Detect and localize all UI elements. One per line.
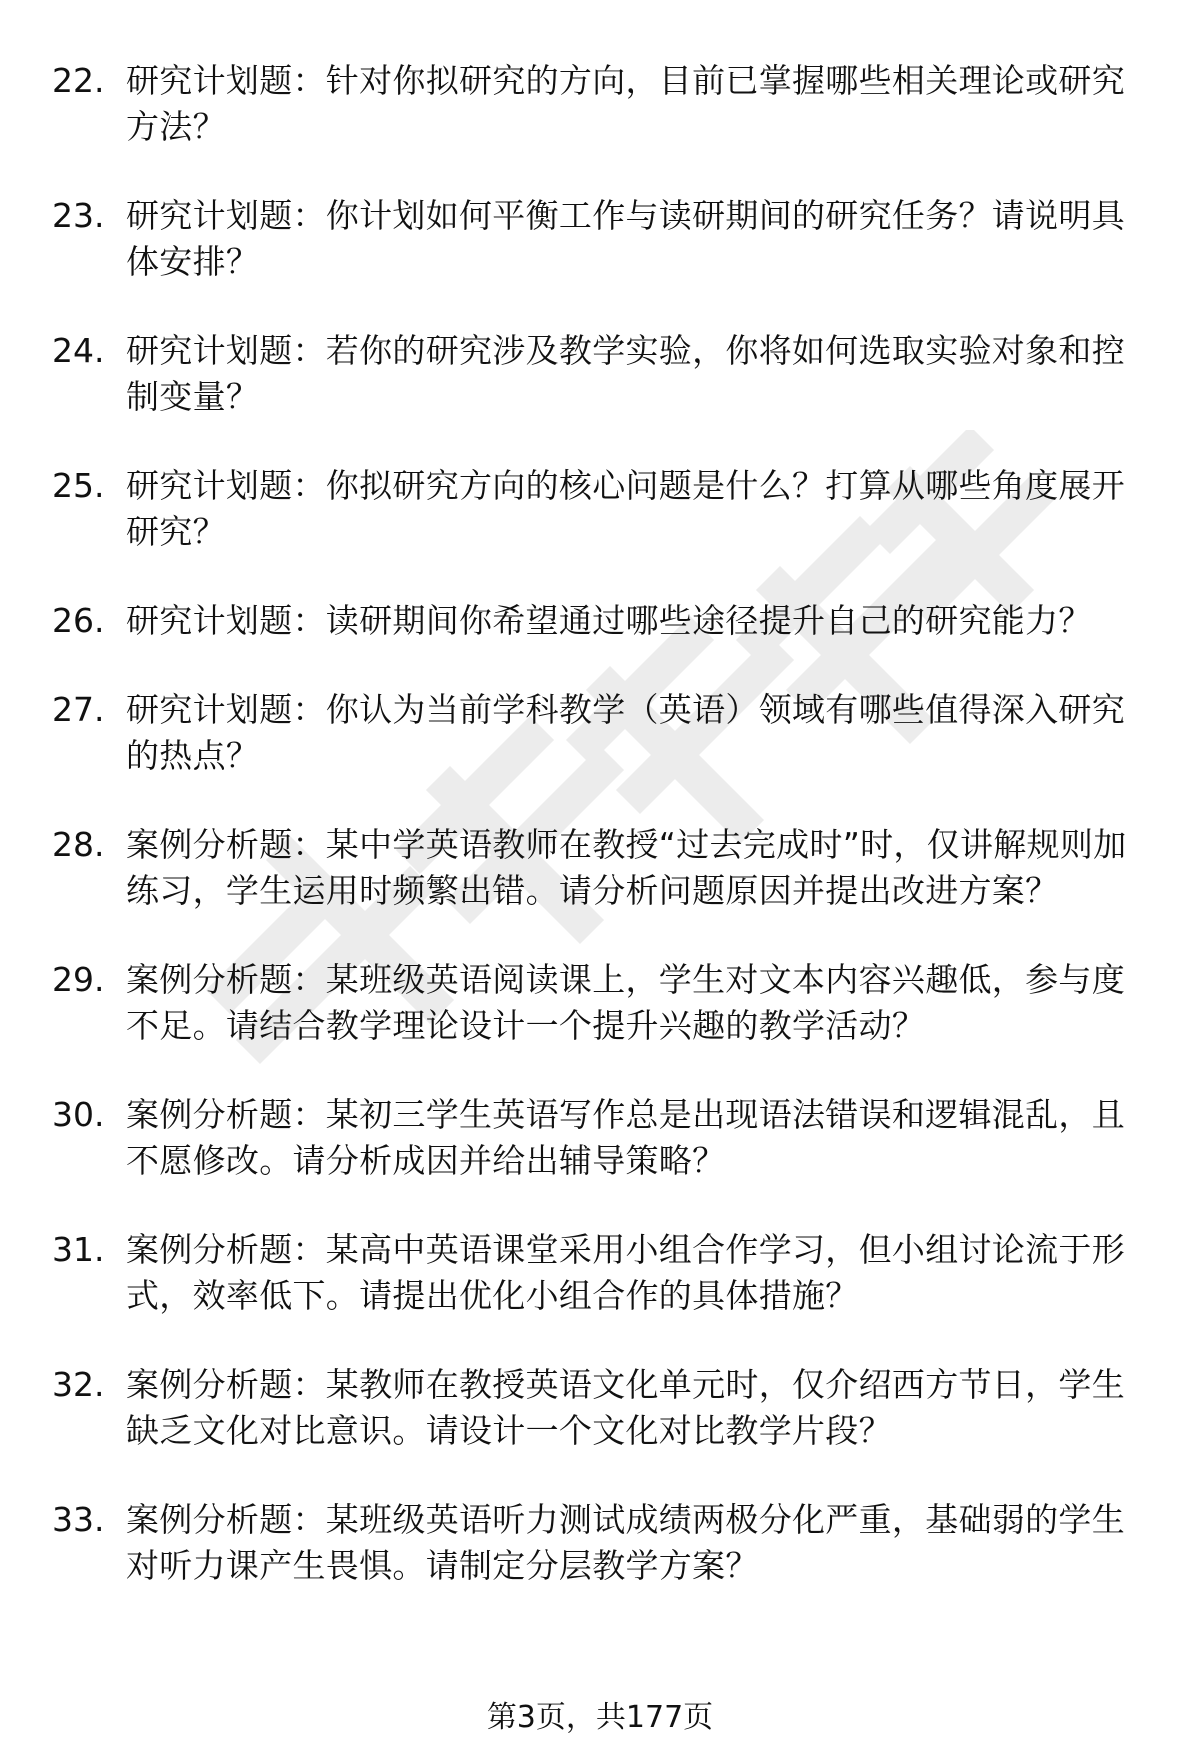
question-item-26 <box>0 598 1200 644</box>
question-text: 研究计划题：你计划如何平衡工作与读研期间的研究任务？请说明具体安排？ <box>126 196 1125 281</box>
question-text: 研究计划题：针对你拟研究的方向，目前已掌握哪些相关理论或研究方法？ <box>126 61 1125 146</box>
question-number: 28. <box>52 825 105 864</box>
question-number: 29. <box>52 960 105 999</box>
question-item-27 <box>0 687 1200 779</box>
question-text: 案例分析题：某高中英语课堂采用小组合作学习，但小组讨论流于形式，效率低下。请提出优化小组合作的具体措施？ <box>126 1230 1125 1315</box>
question-number: 33. <box>52 1500 105 1539</box>
question-item-32 <box>0 1362 1200 1454</box>
question-item-22 <box>0 58 1200 150</box>
question-list <box>0 58 1200 1632</box>
question-item-30 <box>0 1092 1200 1184</box>
question-text: 案例分析题：某中学英语教师在教授“过去完成时”时，仅讲解规则加练习，学生运用时频繁出错。请分析问题原因并提出改进方案？ <box>126 825 1127 910</box>
question-text: 案例分析题：某班级英语听力测试成绩两极分化严重，基础弱的学生对听力课产生畏惧。请制定分层教学方案？ <box>126 1500 1125 1585</box>
question-item-31 <box>0 1227 1200 1319</box>
question-text: 研究计划题：读研期间你希望通过哪些途径提升自己的研究能力？ <box>126 601 1092 640</box>
question-text: 研究计划题：你拟研究方向的核心问题是什么？打算从哪些角度展开研究？ <box>126 466 1125 551</box>
question-number: 30. <box>52 1095 105 1134</box>
question-number: 27. <box>52 690 105 729</box>
question-item-23 <box>0 193 1200 285</box>
question-number: 32. <box>52 1365 105 1404</box>
question-number: 26. <box>52 601 105 640</box>
question-number: 23. <box>52 196 105 235</box>
question-item-28 <box>0 822 1200 914</box>
page-footer: 第3页，共177页 <box>486 1700 714 1735</box>
question-item-25 <box>0 463 1200 555</box>
question-number: 25. <box>52 466 105 505</box>
question-number: 24. <box>52 331 105 370</box>
question-number: 22. <box>52 61 105 100</box>
question-text: 案例分析题：某教师在教授英语文化单元时，仅介绍西方节日，学生缺乏文化对比意识。请设计一个文化对比教学片段？ <box>126 1365 1125 1450</box>
question-item-29 <box>0 957 1200 1049</box>
question-item-24 <box>0 328 1200 420</box>
question-text: 案例分析题：某班级英语阅读课上，学生对文本内容兴趣低，参与度不足。请结合教学理论设计一个提升兴趣的教学活动？ <box>126 960 1125 1045</box>
question-number: 31. <box>52 1230 105 1269</box>
question-item-33 <box>0 1497 1200 1589</box>
question-text: 案例分析题：某初三学生英语写作总是出现语法错误和逻辑混乱，且不愿修改。请分析成因并给出辅导策略？ <box>126 1095 1125 1180</box>
question-text: 研究计划题：你认为当前学科教学（英语）领域有哪些值得深入研究的热点？ <box>126 690 1125 775</box>
question-text: 研究计划题：若你的研究涉及教学实验，你将如何选取实验对象和控制变量？ <box>126 331 1125 416</box>
